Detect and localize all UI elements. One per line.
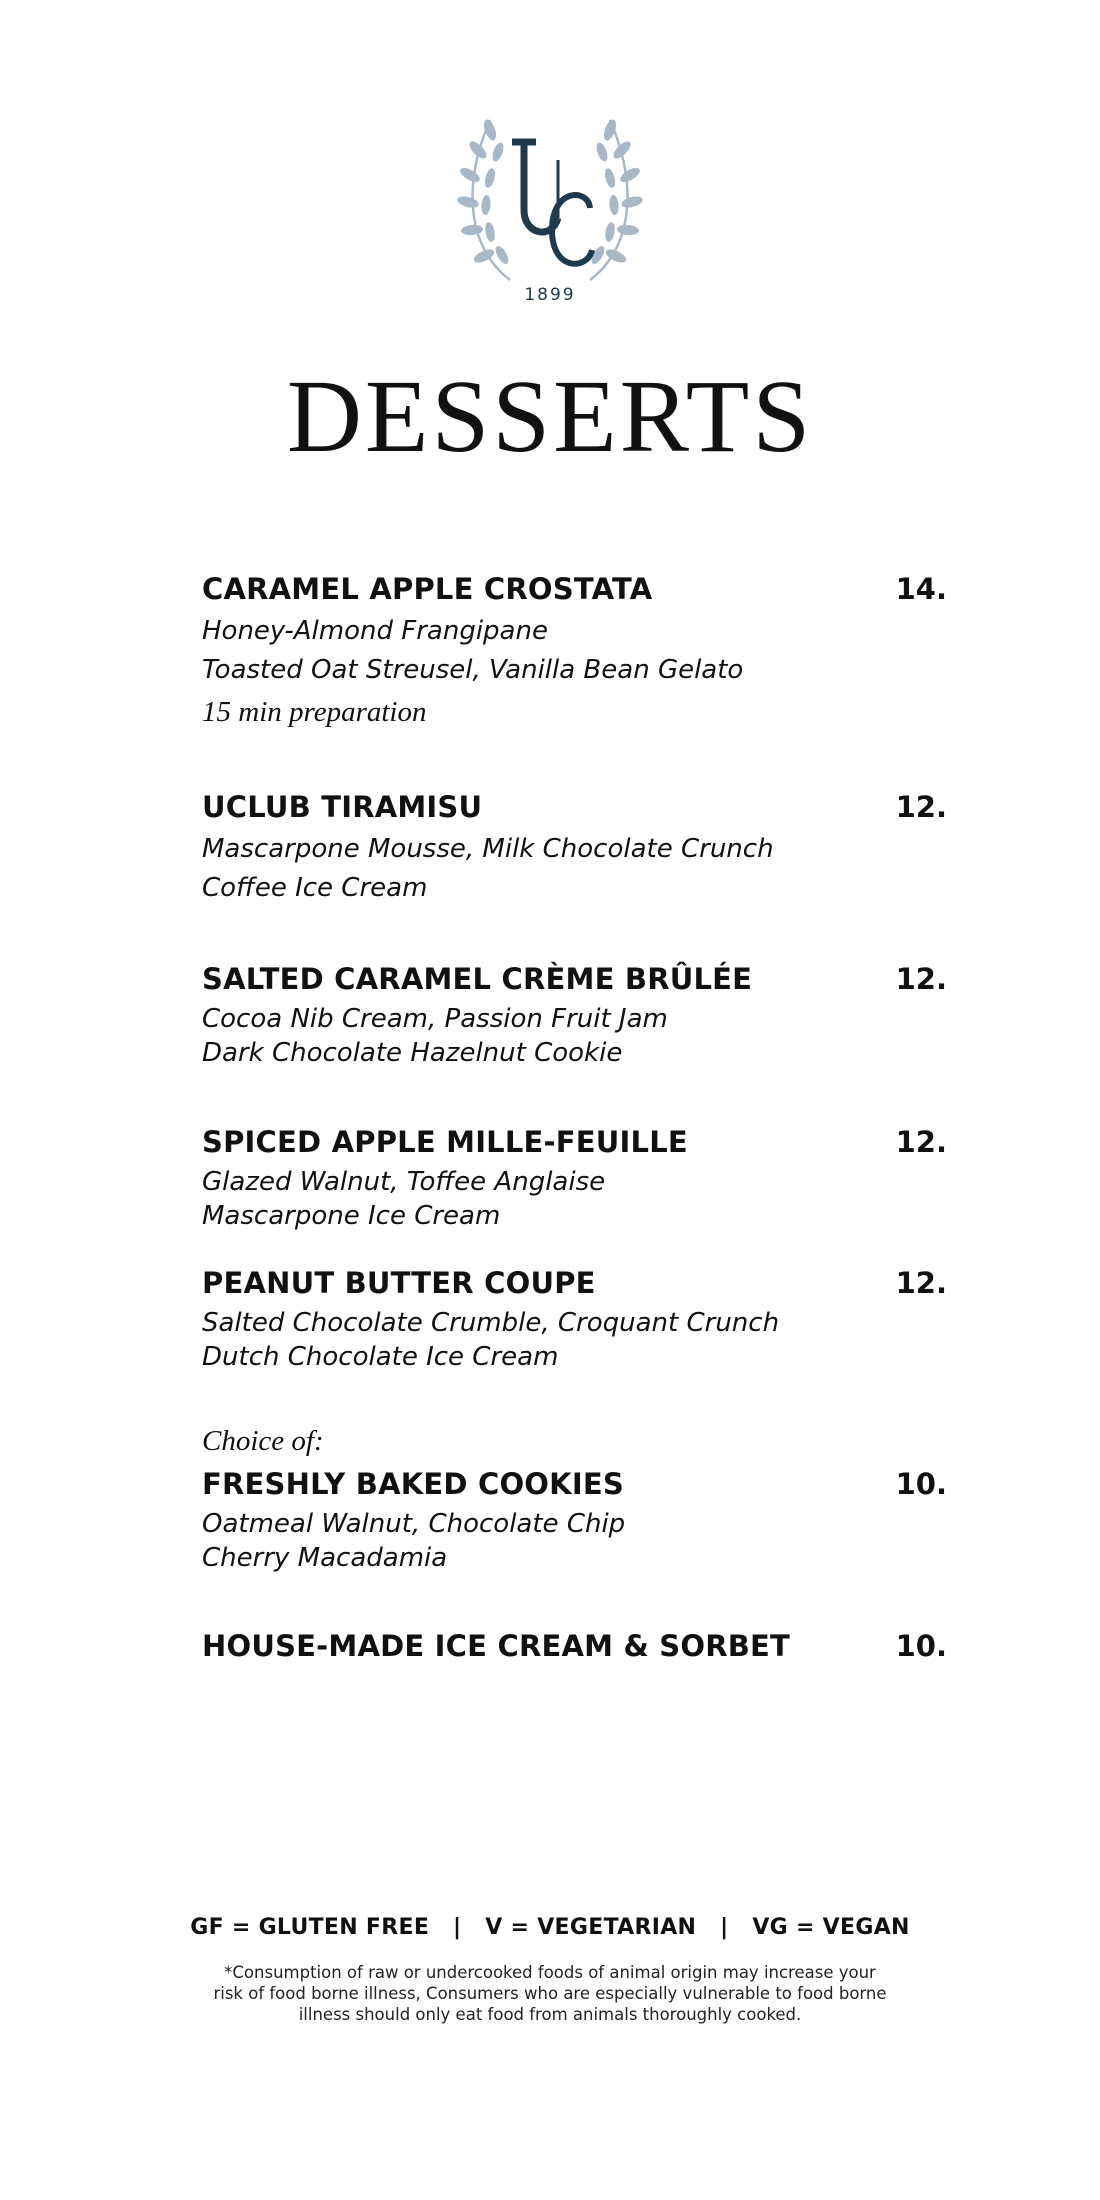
- item-description-line: Mascarpone Mousse, Milk Chocolate Crunch: [202, 834, 774, 864]
- item-price: 14.: [895, 572, 947, 606]
- item-description-line: Oatmeal Walnut, Chocolate Chip: [202, 1509, 626, 1539]
- uc-monogram: [512, 142, 592, 264]
- preparation-note: 15 min preparation: [202, 696, 427, 728]
- item-description-line: Honey-Almond Frangipane: [202, 616, 548, 646]
- logo-year: 1899: [524, 285, 576, 305]
- item-description-line: Coffee Ice Cream: [202, 873, 428, 903]
- menu-item-ice-cream-sorbet: [202, 1629, 947, 1669]
- page-title: DESSERTS: [286, 359, 814, 474]
- menu-item-mille-feuille: [202, 1125, 947, 1233]
- item-price: 12.: [895, 790, 947, 824]
- item-price: 10.: [895, 1467, 947, 1501]
- item-description-line: Mascarpone Ice Cream: [202, 1201, 501, 1231]
- item-name: UCLUB TIRAMISU: [202, 790, 483, 824]
- menu-item-peanut-butter-coupe: [202, 1266, 947, 1374]
- item-name: SALTED CARAMEL CRÈME BRÛLÉE: [202, 962, 753, 996]
- item-name: FRESHLY BAKED COOKIES: [202, 1467, 624, 1501]
- food-safety-disclaimer: *Consumption of raw or undercooked foods of animal origin may increase your risk of food borne illness, Consumers who are especially vulnerable to food borne illness should only eat food from animals thoroughly cooked.: [213, 1963, 887, 2024]
- menu-item-creme-brulee: [202, 962, 947, 1070]
- item-description-line: Salted Chocolate Crumble, Croquant Crunch: [202, 1308, 780, 1338]
- menu-item-uclub-tiramisu: [202, 790, 947, 908]
- menu-item-freshly-baked-cookies: [202, 1467, 947, 1575]
- item-price: 12.: [895, 962, 947, 996]
- item-name: CARAMEL APPLE CROSTATA: [202, 572, 653, 606]
- item-price: 12.: [895, 1125, 947, 1159]
- item-description-line: Dutch Chocolate Ice Cream: [202, 1342, 559, 1372]
- menu-item-caramel-apple-crostata: [202, 572, 947, 734]
- laurel-wreath-icon: [456, 118, 644, 280]
- item-price: 12.: [895, 1266, 947, 1300]
- item-description-line: Dark Chocolate Hazelnut Cookie: [202, 1038, 623, 1068]
- item-name: HOUSE-MADE ICE CREAM & SORBET: [202, 1629, 791, 1663]
- item-name: PEANUT BUTTER COUPE: [202, 1266, 596, 1300]
- item-name: SPICED APPLE MILLE-FEUILLE: [202, 1125, 688, 1159]
- item-description-line: Cocoa Nib Cream, Passion Fruit Jam: [202, 1004, 668, 1034]
- item-description-line: Toasted Oat Streusel, Vanilla Bean Gelato: [202, 655, 744, 685]
- item-description-line: Cherry Macadamia: [202, 1543, 448, 1573]
- item-description-line: Glazed Walnut, Toffee Anglaise: [202, 1167, 606, 1197]
- item-price: 10.: [895, 1629, 947, 1663]
- dietary-legend: GF = GLUTEN FREE | V = VEGETARIAN | VG = VEGAN: [190, 1915, 910, 1940]
- club-logo: [440, 100, 660, 310]
- choice-label: Choice of:: [202, 1425, 324, 1457]
